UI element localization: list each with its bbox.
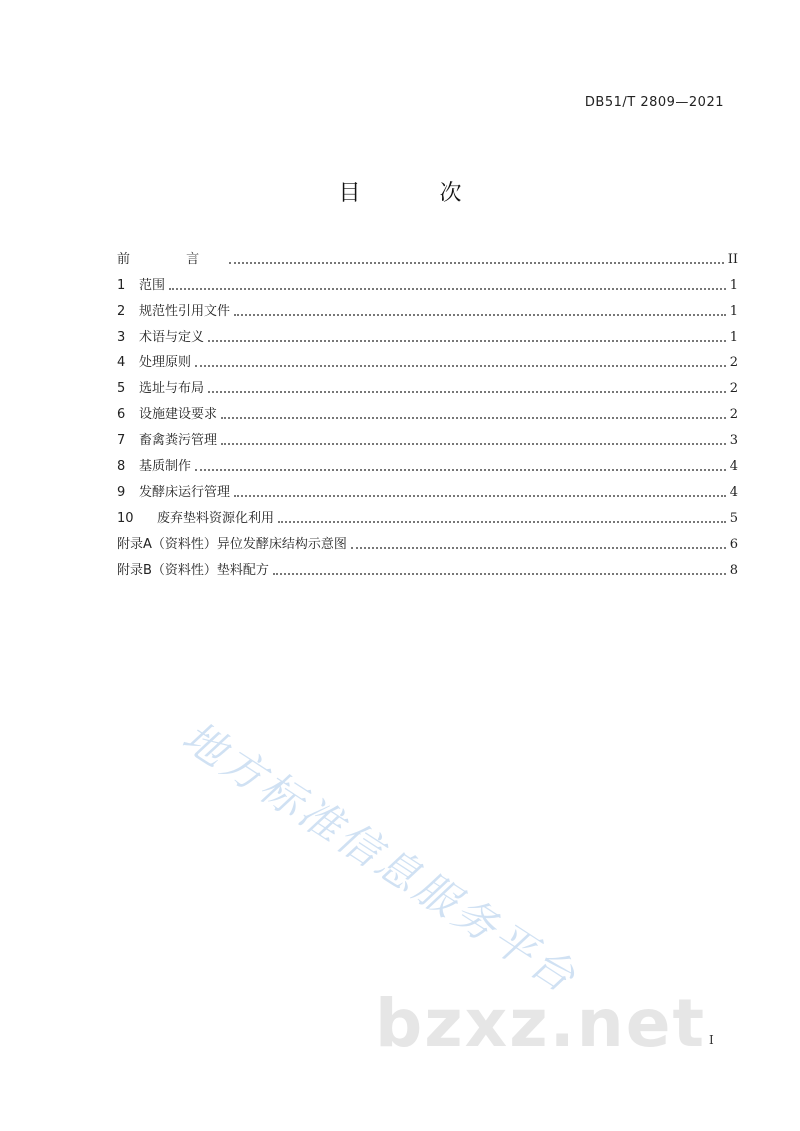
toc-entry-number: 1 [117,277,126,293]
brand-watermark: bzxz.net [375,985,707,1062]
toc-leader-dots [234,485,726,497]
toc-entry-preface[interactable] [117,241,738,267]
toc-entry-number: 5 [117,381,126,397]
toc-entry-page: 4 [729,459,738,475]
toc-entry-label: 规范性引用文件 [139,303,231,319]
toc-entry-page: 2 [729,355,738,371]
toc-leader-dots [208,330,726,342]
toc-entry-label: 畜禽粪污管理 [139,433,218,449]
toc-entry-number: 8 [117,459,126,475]
toc-entry-appendix-b[interactable] [117,552,738,578]
watermark-text: 地方标准信息服务平台 [173,711,587,1004]
toc-leader-dots [234,304,726,316]
page-title: 目 次 [338,181,498,206]
toc-entry-page: 2 [729,407,738,423]
toc-entry-1[interactable] [117,267,738,293]
toc-entry-number: 4 [117,355,126,371]
toc-entry-label: 术语与定义 [139,329,205,345]
toc-entry-label: 范围 [139,277,166,293]
toc-entry-2[interactable] [117,293,738,319]
toc-entry-number: 2 [117,303,126,319]
toc-leader-dots [351,537,726,549]
toc-entry-page: 4 [729,484,738,500]
toc-entry-3[interactable] [117,319,738,345]
toc-entry-page: 1 [729,277,738,293]
toc-entry-8[interactable] [117,448,738,474]
toc-entry-page: 6 [729,536,738,552]
toc-entry-label: 废弃垫料资源化利用 [157,510,275,526]
toc-leader-dots [278,511,726,523]
page-number: I [709,1033,714,1047]
toc-leader-dots [169,278,726,290]
toc-leader-dots [208,381,726,393]
toc-entry-label: 设施建设要求 [139,407,218,423]
toc-entry-label: 附录A（资料性）异位发酵床结构示意图 [117,536,347,552]
toc-entry-5[interactable] [117,370,738,396]
toc-leader-dots [273,563,726,575]
toc-leader-dots [195,459,726,471]
toc-entry-page: 8 [729,562,738,578]
toc-entry-number: 10 [117,510,134,526]
toc-entry-label: 发酵床运行管理 [139,484,231,500]
toc-entry-page: 3 [729,433,738,449]
toc-entry-number: 7 [117,433,126,449]
toc-leader-dots [221,433,726,445]
toc-leader-dots [221,407,726,419]
toc-entry-page: 1 [729,303,738,319]
toc-entry-4[interactable] [117,345,738,371]
toc-entry-9[interactable] [117,474,738,500]
toc-entry-page: 1 [729,329,738,345]
toc-entry-number: 6 [117,407,126,423]
toc-entry-label: 选址与布局 [139,381,205,397]
toc-entry-number: 9 [117,484,126,500]
toc-entry-label: 前 言 [117,251,226,267]
toc-entry-page: 5 [729,510,738,526]
toc-entry-6[interactable] [117,396,738,422]
toc-entry-10[interactable] [117,500,738,526]
toc-entry-page: 2 [729,381,738,397]
toc-entry-appendix-a[interactable] [117,526,738,552]
document-code: DB51/T 2809—2021 [584,95,724,110]
toc-entry-label: 基质制作 [139,459,192,475]
toc-leader-dots [229,252,724,264]
toc-entry-page: II [727,251,738,267]
toc-entry-label: 处理原则 [139,355,192,371]
toc-entry-number: 3 [117,329,126,345]
table-of-contents [117,241,738,578]
toc-leader-dots [195,355,726,367]
toc-entry-7[interactable] [117,422,738,448]
toc-entry-label: 附录B（资料性）垫料配方 [117,562,269,578]
